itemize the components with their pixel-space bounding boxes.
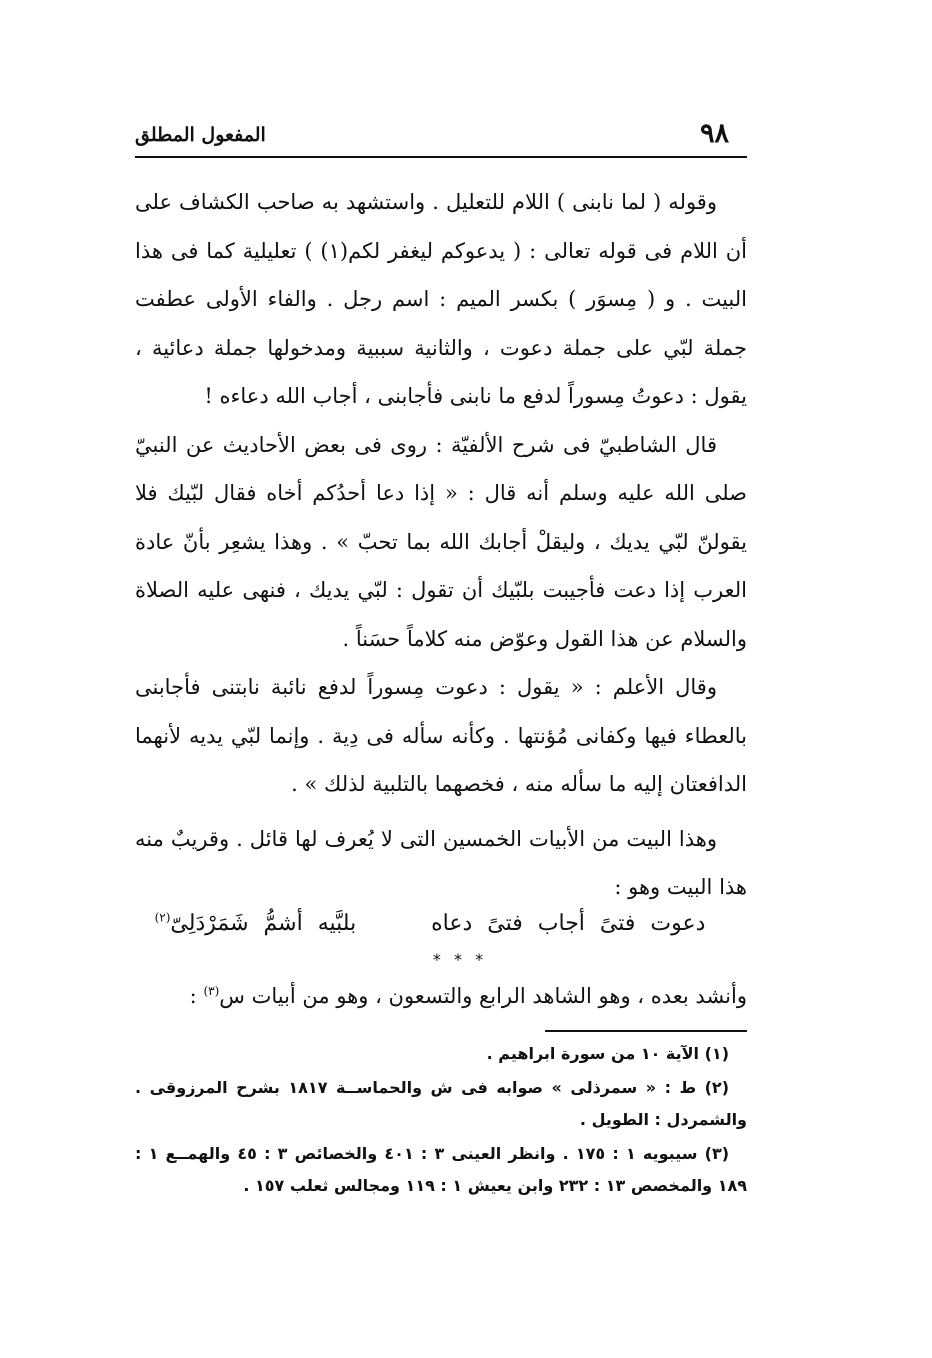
footnote-mark-3: (٣) [203,984,220,998]
footnote-2: (٢) ط : « سمرذلى » صوابه فى ش والحماســة ١٨١٧ بشرح المرزوقى . والشمردل : الطويل . [135,1078,747,1129]
running-title: المفعول المطلق [135,124,266,146]
verse-first-hemistich: دعوت فتىً أجاب فتىً دعاه [431,911,706,936]
footnote-mark-2: (٢) [154,910,171,925]
paragraph-1: وقوله ( لما نابنى ) اللام للتعليل . واستشهد به صاحب الكشاف على أن اللام فى قوله تعالى : ( يدعوكم ليغفر لكم(١) ) تعليلية كما فى هذا البيت . و ( مِسوَر ) بكسر الميم : اسم رجل . والفاء الأولى عطفت جملة لبّي على جملة دعوت ، والثانية سببية ومدخولها جملة دعائية ، يقول : دعوتُ مِسوراً لدفع ما نابنى فأجابنى ، أجاب الله دعاءه ! [135,190,748,408]
continuation-text: وأنشد بعده ، وهو الشاهد الرابع والتسعون ، وهو من أبيات س [219,984,747,1008]
section-separator: * * * [432,950,488,969]
poetry-verse [150,900,710,948]
footnote-1: (١) الآية ١٠ من سورة ابراهيم . [486,1044,729,1063]
paragraph-2: قال الشاطبيّ فى شرح الألفيّة : روى فى بعض الأحاديث عن النبيّ صلى الله عليه وسلم أنه قال : « إذا دعا أحدُكم أخاه فقال لبّيك فلا يقولنّ لبّي يديك ، وليقلْ أجابك الله بما تحبّ » . وهذا يشعِر بأنّ عادة العرب إذا دعت فأجيبت بلبّيك أن تقول : لبّي يديك ، فنهى عليه الصلاة والسلام عن هذا القول وعوّض منه كلاماً حسَناً . [135,432,747,651]
page-number: ٩٨ [699,118,729,149]
header-rule [135,156,747,158]
page-header [135,118,747,158]
main-text [135,178,747,912]
continuation-tail: : [189,984,204,1008]
paragraph-3: وقال الأعلم : « يقول : دعوت مِسوراً لدفع نائبة نابتنى فأجابنى بالعطاء فيها وكفانى مُؤنتها . وكأنه سأله فى دِية . وإنما لبّي يديه لأنهما الدافعتان إليه ما سأله منه ، فخصهما بالتلبية لذلك » . [135,675,747,796]
continuation-line [135,972,747,1020]
footnote-rule [545,1030,747,1032]
footnotes [135,1038,747,1204]
verse-second-hemistich: بلبَّيه أشمُّ شَمَرْدَلِىّ [170,911,357,936]
paragraph-4: وهذا البيت من الأبيات الخمسين التى لا يُعرف لها قائل . وقريبٌ منه هذا البيت وهو : [135,826,747,899]
footnote-3: (٣) سيبويه ١ : ١٧٥ . وانظر العينى ٣ : ٤٠١ والخصائص ٣ : ٤٥ والهمــع ١ : ١٨٩ والمخصص ١٣ : ٢٣٢ وابن يعيش ١ : ١١٩ ومجالس ثعلب ١٥٧ . [135,1144,747,1195]
